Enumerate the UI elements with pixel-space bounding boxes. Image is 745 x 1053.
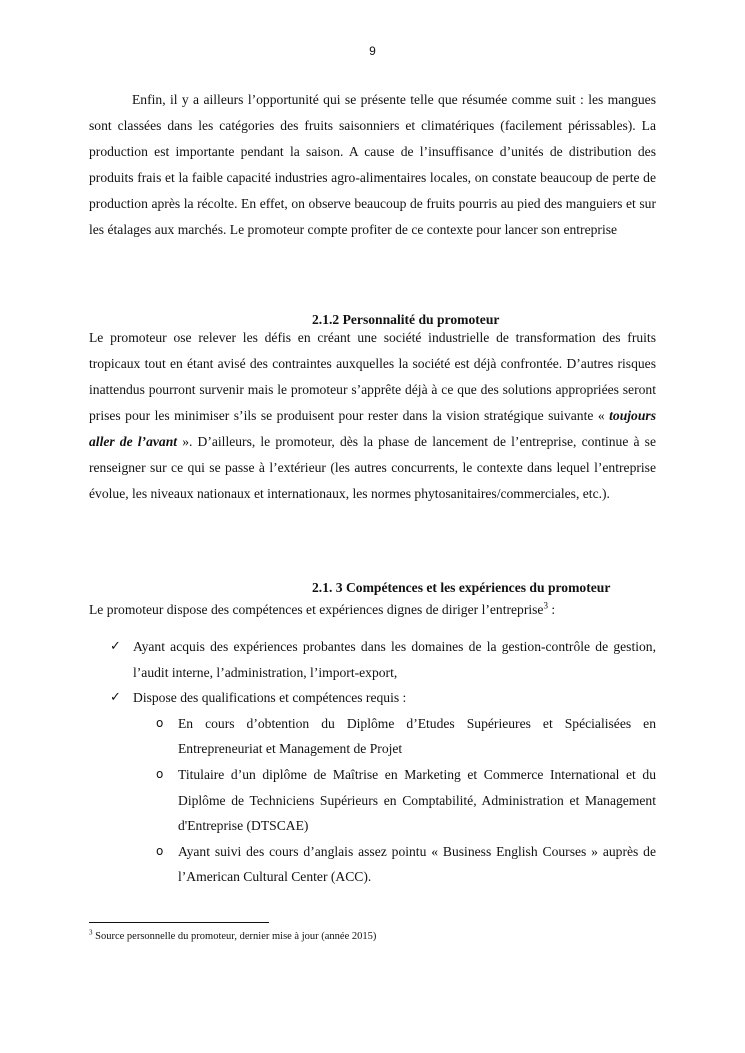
checkmark-icon: ✓ bbox=[110, 639, 121, 654]
circle-bullet-icon: o bbox=[156, 843, 164, 858]
section-heading-competences: 2.1. 3 Compétences et les expériences du promoteur bbox=[312, 580, 611, 595]
list-item bbox=[133, 711, 656, 762]
footnote-text: Source personnelle du promoteur, dernier mise à jour (année 2015) bbox=[95, 931, 377, 942]
intro-paragraph: Enfin, il y a ailleurs l’opportunité qui se présente telle que résumée comme suit : les mangues sont classées dans les catégories des fruits saisonniers et climatériques (facilement périssables). La production est importante pendant la saison. A cause de l’insuffisance d’unités de distribution des produits frais et la faible capacité industries agro-alimentaires locales, on constate beaucoup de perte de production après la récolte. En effet, on observe beaucoup de fruits pourris au pied des manguiers et sur les étalages aux marchés. Le promoteur compte profiter de ce contexte pour lancer son entreprise bbox=[89, 92, 656, 237]
section-heading-personnalite: 2.1.2 Personnalité du promoteur bbox=[312, 312, 500, 327]
competences-list bbox=[89, 634, 656, 890]
footnote-number: 3 bbox=[89, 928, 93, 937]
personnalite-text-before: Le promoteur ose relever les défis en créant une société industrielle de transformation des fruits tropicaux tout en étant avisé des contraintes auxquelles la société est déjà confrontée. D’autres risques inattendus pourront survenir mais le promoteur s’apprête déjà à ce que des solutions appropriées seront prises pour les minimiser s’ils se produisent pour rester dans la vision stratégique suivante « bbox=[89, 330, 656, 423]
circle-bullet-icon: o bbox=[156, 766, 164, 781]
circle-bullet-icon: o bbox=[156, 715, 164, 730]
footnote-divider bbox=[89, 922, 269, 923]
vision-emphasis: toujours aller de l’avant bbox=[89, 408, 656, 449]
checkmark-icon: ✓ bbox=[110, 690, 121, 706]
competences-intro-text: Le promoteur dispose des compétences et expériences dignes de diriger l’entreprise bbox=[89, 602, 544, 617]
sub-bullet-text: Titulaire d’un diplôme de Maîtrise en Marketing et Commerce International et du Diplôme de Techniciens Supérieurs en Comptabilité, Administration et Management d'Entreprise (DTSCAE) bbox=[178, 766, 656, 834]
list-item bbox=[89, 685, 656, 890]
sub-bullet-text: En cours d’obtention du Diplôme d’Etudes Supérieures et Spécialisées en Entrepreneuriat et Management de Projet bbox=[178, 715, 656, 757]
qualifications-sublist bbox=[133, 711, 656, 890]
sub-bullet-text: Ayant suivi des cours d’anglais assez pointu « Business English Courses » auprès de l’American Cultural Center (ACC). bbox=[178, 843, 656, 885]
competences-intro-end: : bbox=[551, 602, 556, 617]
list-item bbox=[133, 839, 656, 890]
bullet-text: Ayant acquis des expériences probantes dans les domaines de la gestion-contrôle de gestion, l’audit interne, l’administration, l’import-export, bbox=[133, 639, 656, 680]
list-item bbox=[89, 634, 656, 685]
page-number: 9 bbox=[369, 44, 376, 58]
bullet-text: Dispose des qualifications et compétences requis : bbox=[133, 690, 407, 706]
footnote-ref: 3 bbox=[543, 600, 548, 611]
competences-intro bbox=[89, 597, 656, 623]
footnote bbox=[89, 930, 376, 944]
list-item bbox=[133, 762, 656, 839]
personnalite-text-after: ». D’ailleurs, le promoteur, dès la phase de lancement de l’entreprise, continue à se renseigner sur ce qui se passe à l’extérieur (les autres concurrents, le contexte dans lequel l’entreprise évolue, les niveaux nationaux et internationaux, les normes phytosanitaires/commerciales, etc.). bbox=[89, 434, 656, 501]
personnalite-paragraph bbox=[89, 325, 656, 507]
